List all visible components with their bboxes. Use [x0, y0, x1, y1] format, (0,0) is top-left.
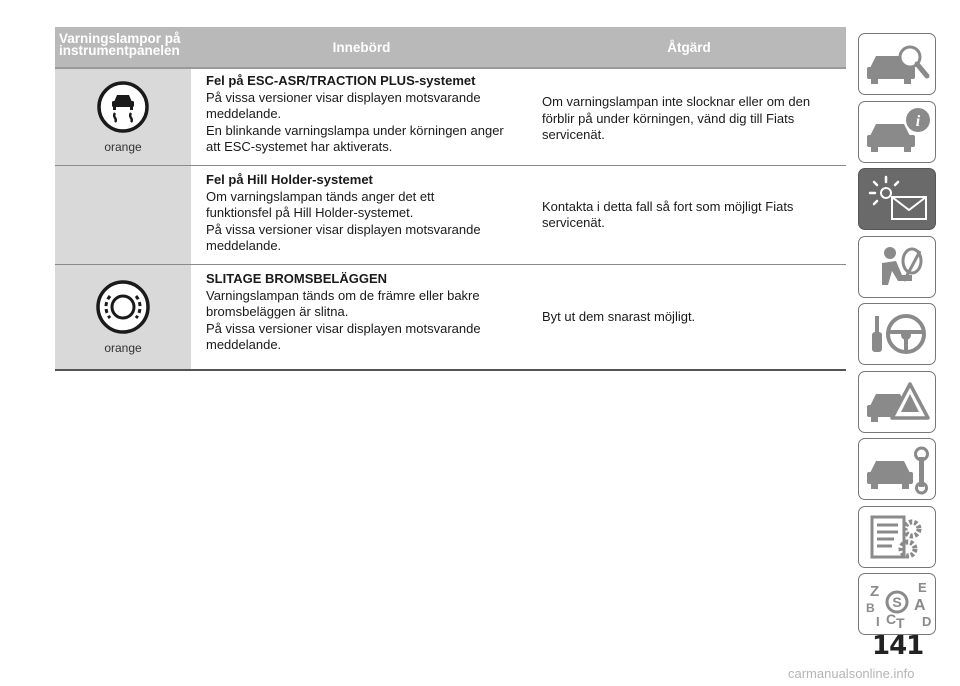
- esc-skid-icon: [96, 80, 150, 134]
- header-action: Åtgärd: [667, 39, 711, 55]
- car-warning-triangle-icon: [862, 376, 932, 428]
- text-line: funktionsfel på Hill Holder-systemet.: [206, 205, 414, 220]
- action-cell: [528, 166, 846, 264]
- color-label: orange: [104, 140, 142, 154]
- chapter-tabs: [858, 33, 938, 641]
- color-label: orange: [104, 341, 142, 355]
- svg-text:E: E: [918, 580, 927, 595]
- action-cell: [528, 69, 846, 165]
- brake-pad-wear-icon: [95, 279, 151, 335]
- tab-technical-data[interactable]: [858, 506, 936, 568]
- row-title: Fel på ESC-ASR/TRACTION PLUS-systemet: [206, 73, 476, 88]
- specs-gear-icon: [862, 511, 932, 563]
- svg-text:Z: Z: [870, 583, 880, 600]
- text-line: servicenät.: [542, 127, 605, 142]
- svg-text:I: I: [876, 614, 880, 629]
- text-line: Om varningslampan inte slocknar eller om den: [542, 94, 811, 109]
- tab-maintenance[interactable]: [858, 438, 936, 500]
- page-number: 141: [872, 631, 924, 661]
- text-line: meddelande.: [206, 106, 282, 121]
- tab-car-info[interactable]: [858, 101, 936, 163]
- svg-text:i: i: [915, 112, 921, 130]
- action-cell: [528, 265, 846, 369]
- svg-text:S: S: [892, 594, 902, 610]
- text-line: På vissa versioner visar displayen motsvarande: [206, 221, 481, 237]
- text-line: Kontakta i detta fall så fort som möjligt Fiats: [542, 198, 794, 214]
- text-line: En blinkande varningslampa under körningen anger: [206, 122, 504, 138]
- meaning-cell: [191, 69, 528, 165]
- meaning-cell: [191, 265, 528, 369]
- warning-light-message-icon: [862, 173, 932, 225]
- table-header: [55, 27, 846, 67]
- text-line: bromsbeläggen är slitna.: [206, 304, 349, 319]
- meaning-cell: [191, 166, 528, 264]
- text-line: På vissa versioner visar displayen motsvarande: [206, 89, 481, 105]
- svg-text:A: A: [914, 597, 926, 614]
- tab-warning-lights[interactable]: [858, 168, 936, 230]
- row-title: SLITAGE BROMSBELÄGGEN: [206, 271, 388, 286]
- airbag-person-icon: [862, 241, 932, 293]
- text-line: Byt ut dem snarast möjligt.: [542, 308, 696, 324]
- tab-index[interactable]: [858, 573, 936, 635]
- warning-lights-table: [55, 27, 846, 371]
- text-line: servicenät.: [542, 215, 605, 230]
- tab-emergency[interactable]: [858, 371, 936, 433]
- tab-start-driving[interactable]: [858, 303, 936, 365]
- warning-light-cell: [55, 265, 191, 369]
- car-search-icon: [862, 38, 932, 90]
- text-line: Om varningslampan tänds anger det ett: [206, 188, 435, 204]
- header-col1-line2: instrumentpanelen: [59, 43, 180, 58]
- key-steering-wheel-icon: [862, 308, 932, 360]
- warning-light-cell: [55, 69, 191, 165]
- text-line: meddelande.: [206, 238, 282, 253]
- tab-safety[interactable]: [858, 236, 936, 298]
- row-title: Fel på Hill Holder-systemet: [206, 172, 373, 187]
- tab-car-search[interactable]: [858, 33, 936, 95]
- header-warning-lights: [55, 27, 191, 67]
- header-meaning: Innebörd: [332, 39, 391, 55]
- car-wrench-icon: [862, 443, 932, 495]
- text-line: meddelande.: [206, 337, 282, 352]
- header-col1-line1: Varningslampor på: [59, 31, 181, 46]
- alphabetical-index-icon: [862, 578, 932, 630]
- table-row: [55, 265, 846, 371]
- text-line: förblir på under körningen, vänd dig till Fiats: [542, 110, 795, 126]
- svg-text:B: B: [866, 601, 875, 615]
- svg-text:C: C: [886, 611, 897, 627]
- svg-text:T: T: [896, 615, 905, 630]
- table-row: [55, 69, 846, 166]
- watermark: carmanualsonline.info: [788, 666, 915, 681]
- text-line: att ESC-systemet har aktiverats.: [206, 139, 393, 154]
- warning-light-cell: [55, 166, 191, 264]
- table-row: [55, 166, 846, 265]
- text-line: På vissa versioner visar displayen motsvarande: [206, 320, 481, 336]
- text-line: Varningslampan tänds om de främre eller bakre: [206, 287, 480, 303]
- svg-text:D: D: [922, 614, 932, 629]
- car-info-icon: [862, 106, 932, 158]
